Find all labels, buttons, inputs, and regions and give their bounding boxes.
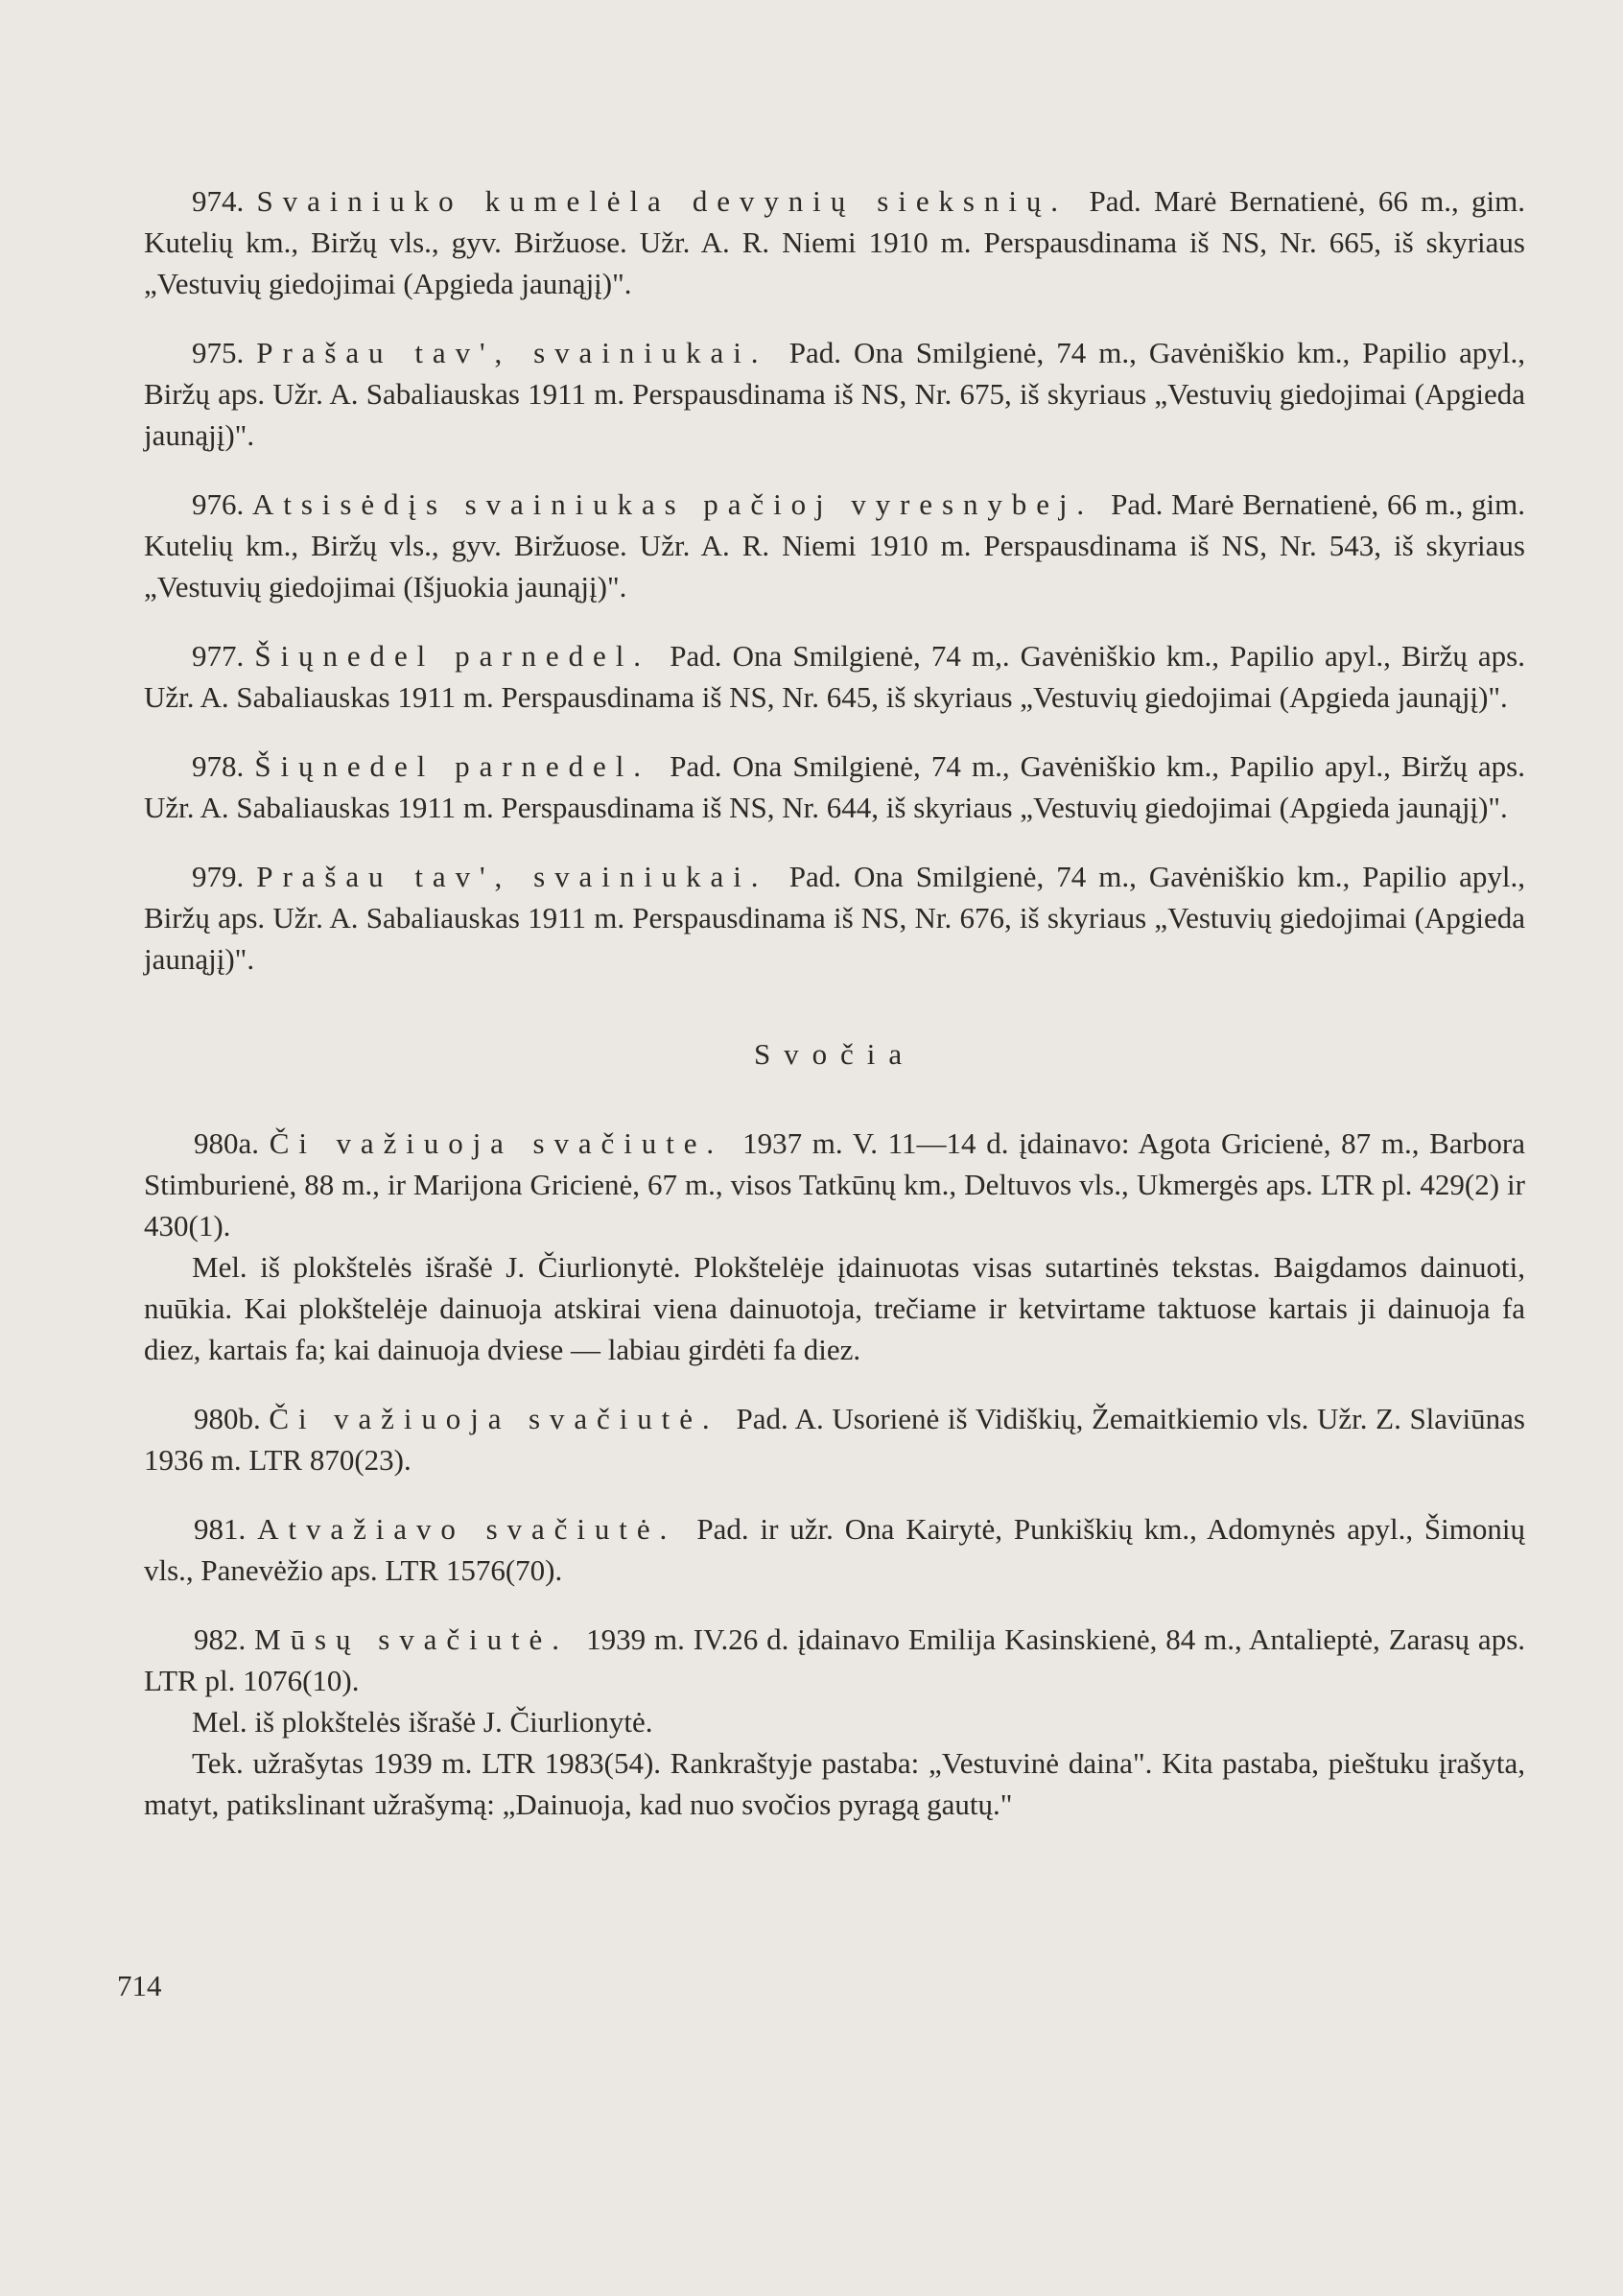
entry-body: Pad. Ona Smilgienė, 74 m., Gavėniškio km., Papilio apyl., Biržų aps. Užr. A. Sabaliauskas 1911 m. Perspausdinama iš NS, Nr. 644, iš skyriaus „Vestuvių giedojimai (Apgieda jaunąjį)". bbox=[144, 749, 1525, 824]
entry-body: 1939 m. IV.26 d. įdainavo Emilija Kasinskienė, 84 m., Antalieptė, Zarasų aps. LTR pl. 1076(10). bbox=[144, 1622, 1526, 1697]
entry-number: 975. bbox=[192, 336, 245, 369]
entry-title: Atsisėdįs svainiukas pačioj vyresnybej. bbox=[251, 487, 1094, 521]
entry-number: 978. bbox=[192, 749, 245, 783]
entry-975 bbox=[144, 332, 1525, 456]
entry-978 bbox=[144, 746, 1525, 828]
entry-body: Pad. ir užr. Ona Kairytė, Punkiškių km., Adomynės apyl., Šimonių vls., Panevėžio aps. LTR 1576(70). bbox=[144, 1512, 1526, 1587]
entry-number: 977. bbox=[192, 639, 245, 673]
entry-body: Pad. Marė Bernatienė, 66 m., gim. Kutelių km., Biržų vls., gyv. Biržuose. Užr. A. R. Niemi 1910 m. Perspausdinama iš NS, Nr. 665, iš skyriaus „Vestuvių giedojimai (Apgieda jaunąjį)". bbox=[144, 184, 1525, 300]
entry-980a bbox=[144, 1123, 1525, 1246]
entry-number: 982. bbox=[194, 1622, 247, 1656]
entry-title: Či važiuoja svačiute. bbox=[269, 1126, 724, 1160]
entry-title: Či važiuoja svačiutė. bbox=[269, 1402, 719, 1435]
entry-number: 980a. bbox=[194, 1126, 260, 1160]
entry-title: Atvažiavo svačiutė. bbox=[257, 1512, 677, 1546]
entry-number: 980b. bbox=[194, 1402, 261, 1435]
entry-title: Šiųnedel parnedel. bbox=[254, 749, 650, 783]
entry-number: 976. bbox=[192, 487, 245, 521]
entry-note: Mel. iš plokštelės išrašė J. Čiurlionytė. Plokštelėje įdainuotas visas sutartinės tekstas. Baigdamos dainuoti, nuūkia. Kai plokštelėje dainuoja atskirai viena dainuotoja, trečiame ir ketvirtame taktuose kartais ji dainuoja fa diez, kartais fa; kai dainuoja dviese — labiau girdėti fa diez. bbox=[144, 1250, 1525, 1366]
entry-note: Tek. užrašytas 1939 m. LTR 1983(54). Rankraštyje pastaba: „Vestuvinė daina". Kita pastaba, pieštuku įrašyta, matyt, patikslinant užrašymą: „Dainuoja, kad nuo svočios pyragą gautų." bbox=[144, 1746, 1525, 1821]
entry-977 bbox=[144, 635, 1525, 718]
entry-976 bbox=[144, 484, 1525, 607]
entry-body: Pad. Ona Smilgienė, 74 m., Gavėniškio km., Papilio apyl., Biržų aps. Užr. A. Sabaliauskas 1911 m. Perspausdinama iš NS, Nr. 675, iš skyriaus „Vestuvių giedojimai (Apgieda jaunąjį)". bbox=[144, 336, 1525, 452]
entry-body: Pad. Ona Smilgienė, 74 m,. Gavėniškio km., Papilio apyl., Biržų aps. Užr. A. Sabaliauskas 1911 m. Perspausdinama iš NS, Nr. 645, iš skyriaus „Vestuvių giedojimai (Apgieda jaunąjį)". bbox=[144, 639, 1525, 714]
entry-number: 974. bbox=[192, 184, 245, 218]
entry-title: Prašau tav', svainiukai. bbox=[256, 336, 768, 369]
entry-981 bbox=[144, 1508, 1525, 1591]
entry-title: Svainiuko kumelėla devynių sieksnių. bbox=[256, 184, 1068, 218]
entry-title: Mūsų svačiutė. bbox=[254, 1622, 569, 1656]
entry-body: 1937 m. V. 11—14 d. įdainavo: Agota Gricienė, 87 m., Barbora Stimburienė, 88 m., ir Marijona Gricienė, 67 m., visos Tatkūnų km., Deltuvos vls., Ukmergės aps. LTR pl. 429(2) ir 430(1). bbox=[144, 1126, 1526, 1243]
entry-body: Pad. A. Usorienė iš Vidiškių, Žemaitkiemio vls. Užr. Z. Slaviūnas 1936 m. LTR 870(23). bbox=[144, 1402, 1525, 1477]
entry-980b bbox=[144, 1398, 1525, 1480]
main-text bbox=[144, 180, 1525, 1825]
entry-number: 979. bbox=[192, 860, 245, 893]
entry-979 bbox=[144, 856, 1525, 980]
entry-974 bbox=[144, 180, 1525, 304]
entry-title: Prašau tav', svainiukai. bbox=[256, 860, 768, 893]
entry-number: 981. bbox=[194, 1512, 247, 1546]
entry-title: Šiųnedel parnedel. bbox=[254, 639, 650, 673]
entry-982 bbox=[144, 1619, 1525, 1701]
entry-note: Mel. iš plokštelės išrašė J. Čiurlionytė. bbox=[192, 1705, 653, 1739]
page-number: 714 bbox=[117, 1969, 162, 2002]
entry-body: Pad. Ona Smilgienė, 74 m., Gavėniškio km., Papilio apyl., Biržų aps. Užr. A. Sabaliauskas 1911 m. Perspausdinama iš NS, Nr. 676, iš skyriaus „Vestuvių giedojimai (Apgieda jaunąjį)". bbox=[144, 860, 1525, 976]
section-heading: Svočia bbox=[753, 1037, 916, 1071]
entry-body: Pad. Marė Bernatienė, 66 m., gim. Kutelių km., Biržų vls., gyv. Biržuose. Užr. A. R. Niemi 1910 m. Perspausdinama iš NS, Nr. 543, iš skyriaus „Vestuvių giedojimai (Išjuokia jaunąjį)". bbox=[144, 487, 1526, 604]
